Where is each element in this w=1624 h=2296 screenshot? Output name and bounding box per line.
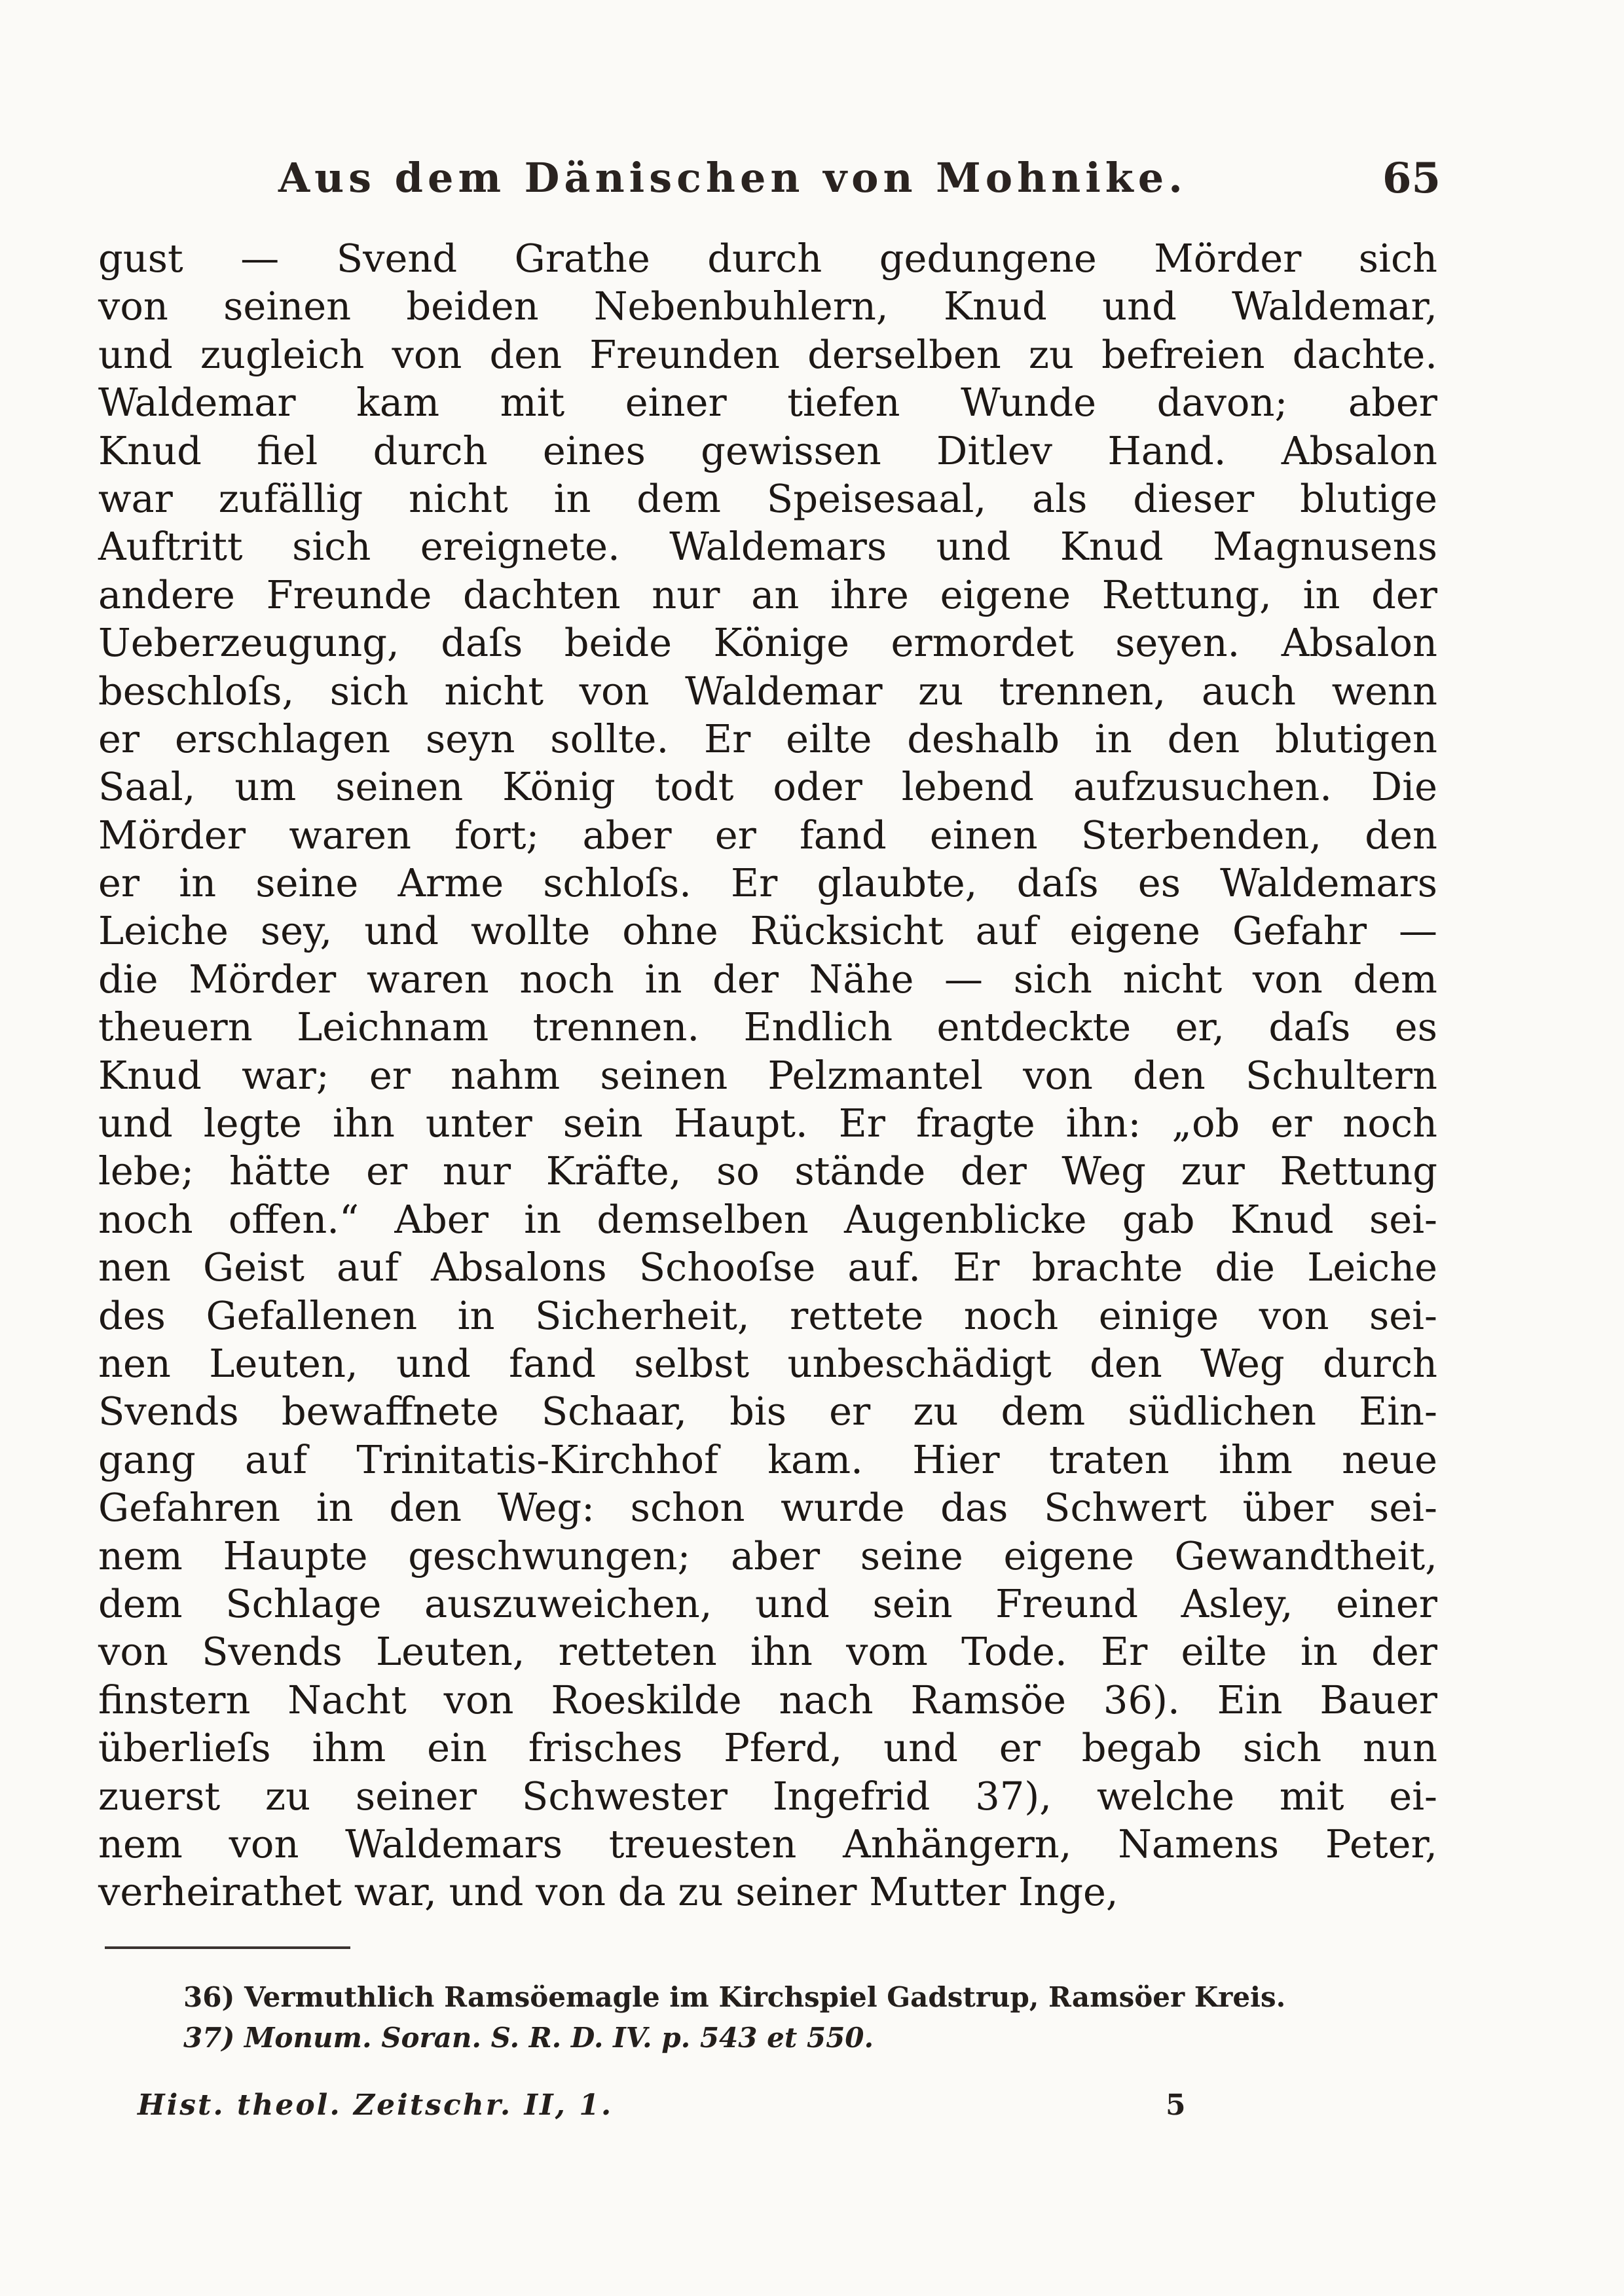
signature-text: Hist. theol. Zeitschr. II, 1. (138, 2088, 614, 2122)
text-line: gang auf Trinitatis-Kirchhof kam. Hier traten ihm neue (98, 1436, 1437, 1482)
text-line: andere Freunde dachten nur an ihre eigene Rettung, in der (98, 572, 1437, 617)
text-line: theuern Leichnam trennen. Endlich entdeckte er, daſs es (98, 1004, 1437, 1050)
text-line: lebe; hätte er nur Kräfte, so stände der Weg zur Rettung (98, 1148, 1437, 1194)
text-line: nen Leuten, und fand selbst unbeschädigt den Weg durch (98, 1340, 1437, 1386)
text-line: Saal, um seinen König todt oder lebend aufzusuchen. Die (98, 764, 1437, 810)
text-line: nem Haupte geschwungen; aber seine eigene Gewandtheit, (98, 1533, 1437, 1578)
text-line: Mörder waren fort; aber er fand einen Sterbenden, den (98, 812, 1437, 858)
text-line: nem von Waldemars treuesten Anhängern, Namens Peter, (98, 1821, 1437, 1867)
text-line: die Mörder waren noch in der Nähe — sich nicht von dem (98, 956, 1437, 1002)
text-line: dem Schlage auszuweichen, und sein Freund Asley, einer (98, 1580, 1437, 1626)
text-line: noch offen.“ Aber in demselben Augenblicke gab Knud sei- (98, 1196, 1437, 1242)
text-line: er in seine Arme schloſs. Er glaubte, daſs es Waldemars (98, 860, 1437, 906)
footnote-36: 36) Vermuthlich Ramsöemagle im Kirchspiel Gadstrup, Ramsöer Kreis. (183, 1981, 1286, 2013)
text-line: beschloſs, sich nicht von Waldemar zu trennen, auch wenn (98, 668, 1437, 714)
page-number: 65 (1382, 154, 1441, 203)
text-line: und zugleich von den Freunden derselben zu befreien dachte. (98, 331, 1437, 377)
text-line: verheirathet war, und von da zu seiner Mutter Inge, (98, 1869, 1118, 1915)
text-line: er erschlagen seyn sollte. Er eilte deshalb in den blutigen (98, 716, 1437, 761)
text-line: Knud fiel durch eines gewissen Ditlev Hand. Absalon (98, 428, 1437, 473)
text-line: war zufällig nicht in dem Speisesaal, als dieser blutige (98, 475, 1437, 521)
text-line: des Gefallenen in Sicherheit, rettete noch einige von sei- (98, 1292, 1437, 1338)
signature-mark: 5 (1166, 2088, 1186, 2122)
text-line: Knud war; er nahm seinen Pelzmantel von den Schultern (98, 1052, 1437, 1098)
text-line: Auftritt sich ereignete. Waldemars und Knud Magnusens (98, 524, 1437, 570)
footnote-rule (105, 1946, 350, 1949)
text-line: Svends bewaffnete Schaar, bis er zu dem südlichen Ein- (98, 1389, 1437, 1434)
text-line: Leiche sey, und wollte ohne Rücksicht auf eigene Gefahr — (98, 908, 1437, 954)
running-head (98, 154, 1441, 213)
text-line: Ueberzeugung, daſs beide Könige ermordet seyen. Absalon (98, 620, 1437, 666)
text-line: nen Geist auf Absalons Schooſse auf. Er brachte die Leiche (98, 1245, 1437, 1290)
text-line: und legte ihn unter sein Haupt. Er fragte ihn: „ob er noch (98, 1101, 1437, 1146)
signature-line (138, 2088, 1283, 2128)
text-line: von Svends Leuten, retteten ihn vom Tode. Er eilte in der (98, 1629, 1437, 1675)
text-line: finstern Nacht von Roeskilde nach Ramsöe 36). Ein Bauer (98, 1677, 1437, 1722)
body-text (98, 234, 1437, 1916)
text-line: Waldemar kam mit einer tiefen Wunde davon; aber (98, 380, 1437, 426)
text-line: Gefahren in den Weg: schon wurde das Schwert über sei- (98, 1485, 1437, 1531)
footnote-37: 37) Monum. Soran. S. R. D. IV. p. 543 et 550. (183, 2022, 874, 2054)
text-line: zuerst zu seiner Schwester Ingefrid 37), welche mit ei- (98, 1773, 1437, 1819)
text-line: überlieſs ihm ein frisches Pferd, und er begab sich nun (98, 1725, 1437, 1771)
footnotes (183, 1977, 1428, 2058)
text-line: von seinen beiden Nebenbuhlern, Knud und Waldemar, (98, 283, 1437, 329)
running-title: Aus dem Dänischen von Mohnike. (278, 154, 1187, 202)
text-line: gust — Svend Grathe durch gedungene Mörder sich (98, 236, 1437, 281)
